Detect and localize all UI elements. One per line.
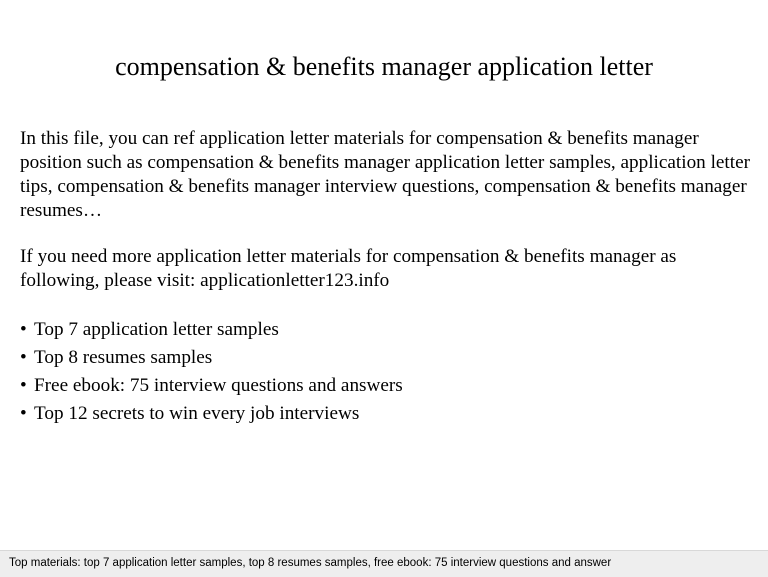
visit-paragraph: If you need more application letter materials for compensation & benefits manager as following, please visit: applicationletter123.info [20, 246, 677, 291]
list-item [20, 316, 755, 344]
page-title: compensation & benefits manager application letter [115, 52, 653, 81]
intro-paragraph: In this file, you can ref application letter materials for compensation & benefits manager position such as compensation & benefits manager application letter samples, application letter tips, compensation & benefits manager interview questions, compensation & benefits manager resumes… [20, 128, 750, 221]
list-item-label: Free ebook: 75 interview questions and answers [34, 375, 403, 396]
footer-bar [0, 550, 768, 577]
bullet-icon: • [20, 347, 27, 368]
bullet-icon: • [20, 403, 27, 424]
list-item [20, 400, 755, 428]
list-item-label: Top 12 secrets to win every job interviews [34, 403, 360, 424]
bullet-icon: • [20, 375, 27, 396]
list-item-label: Top 7 application letter samples [34, 319, 279, 340]
bullet-icon: • [20, 319, 27, 340]
list-item-label: Top 8 resumes samples [34, 347, 213, 368]
materials-list [20, 316, 755, 428]
list-item [20, 344, 755, 372]
footer-text: Top materials: top 7 application letter samples, top 8 resumes samples, free ebook: 75 interview questions and answer [9, 557, 612, 569]
list-item [20, 372, 755, 400]
